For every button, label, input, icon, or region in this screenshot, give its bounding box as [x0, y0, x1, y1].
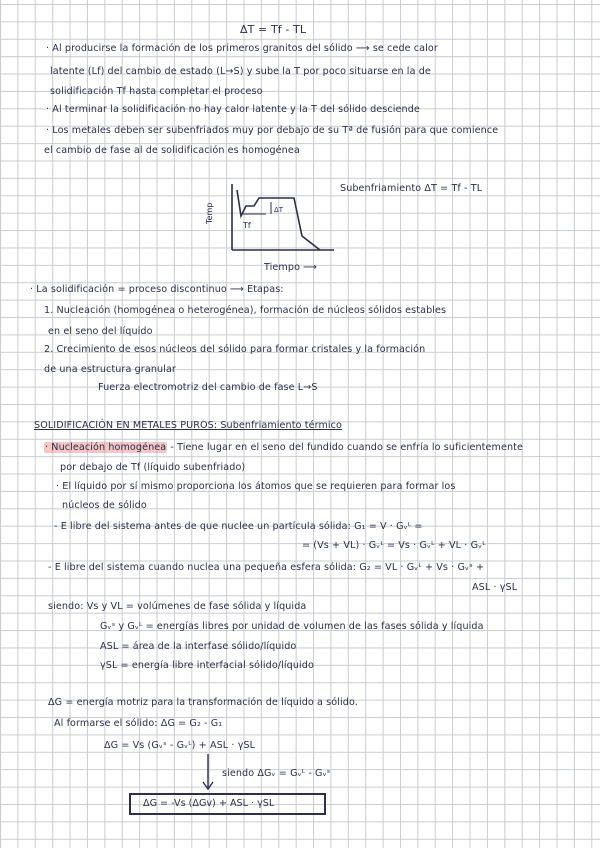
diagram-x-label: Tiempo ⟶ — [264, 262, 318, 273]
note-line: ΔG = energía motriz para la transformación de líquido a sólido. — [48, 697, 358, 708]
note-line: solidificación Tf hasta completar el proceso — [50, 86, 263, 97]
delta-t-label: ΔT — [274, 206, 284, 214]
final-formula: ΔG = -Vs (ΔGv) + ASL · γSL — [143, 798, 275, 809]
note-line: Gᵥˢ y Gᵥᴸ = energías libres por unidad de volumen de las fases sólida y líquida — [100, 621, 484, 632]
note-line: Fuerza electromotriz del cambio de fase L→S — [98, 382, 318, 393]
note-line: ASL = área de la interfase sólido/líquido — [100, 641, 297, 652]
note-text: - Tiene lugar en el seno del fundido cuando se enfría lo suficientemente — [167, 442, 524, 453]
note-line: · La solidificación = proceso discontinuo ⟶ Etapas: — [30, 284, 284, 295]
note-line: · Al producirse la formación de los primeros granitos del sólido ⟶ se cede calor — [46, 43, 438, 54]
note-line: siendo: Vs y VL = volúmenes de fase sólida y líquida — [48, 601, 307, 612]
note-line — [44, 145, 300, 157]
note-line: ASL · γSL — [472, 582, 518, 593]
note-line: = (Vs + VL) · Gᵥᴸ = Vs · Gᵥᴸ + VL · Gᵥᴸ — [302, 540, 486, 551]
note-line: 1. Nucleación (homogénea o heterogénea), formación de núcleos sólidos estables — [44, 305, 447, 316]
note-line: · Los metales deben ser subenfriados muy por debajo de su Tª de fusión para que comience — [46, 125, 499, 136]
note-line — [44, 442, 523, 454]
highlighted-term: · Nucleación homogénea — [45, 442, 167, 453]
note-line: 2. Crecimiento de esos núcleos del sólido para formar cristales y la formación — [44, 344, 426, 355]
note-line: ΔG = Vs (Gᵥˢ - Gᵥᴸ) + ASL · γSL — [104, 740, 256, 751]
diagram-caption: Subenfriamiento ΔT = Tf - TL — [340, 183, 483, 194]
note-line: - E libre del sistema cuando nuclea una pequeña esfera sólida: G₂ = VL · Gᵥᴸ + Vs · Gᵥˢ + — [48, 562, 485, 573]
note-text: el cambio de fase al de solidificación es homogénea — [44, 145, 300, 156]
page-title: ΔT = Tf - TL — [240, 23, 307, 36]
note-line: - E libre del sistema antes de que nuclee un partícula sólida: G₁ = V · Gᵥᴸ = — [54, 521, 423, 532]
cooling-curve-diagram — [196, 176, 344, 256]
y-axis-label: Temp — [205, 202, 214, 224]
note-line: núcleos de sólido — [62, 500, 147, 511]
cooling-curve — [237, 190, 320, 250]
section-title: SOLIDIFICACIÓN EN METALES PUROS: Subenfriamiento térmico — [34, 420, 343, 431]
note-line: latente (Lf) del cambio de estado (L→S) y sube la T por poco situarse en la de — [50, 66, 431, 77]
final-formula-box — [129, 793, 326, 815]
down-arrow-icon — [200, 752, 216, 792]
note-line: Al formarse el sólido: ΔG = G₂ - G₁ — [54, 718, 223, 729]
note-line: · El líquido por sí mismo proporciona los átomos que se requieren para formar los — [56, 481, 456, 492]
note-line: · Al terminar la solidificación no hay calor latente y la T del sólido desciende — [46, 104, 420, 115]
note-line: de una estructura granular — [44, 364, 176, 375]
note-line: γSL = energía libre interfacial sólido/líquido — [100, 660, 314, 671]
tf-label: Tf — [243, 221, 251, 230]
note-line: siendo ΔGᵥ = Gᵥᴸ - Gᵥˢ — [222, 768, 331, 779]
note-line: en el seno del líquido — [48, 326, 153, 337]
note-line: por debajo de Tf (líquido subenfriado) — [60, 462, 246, 473]
